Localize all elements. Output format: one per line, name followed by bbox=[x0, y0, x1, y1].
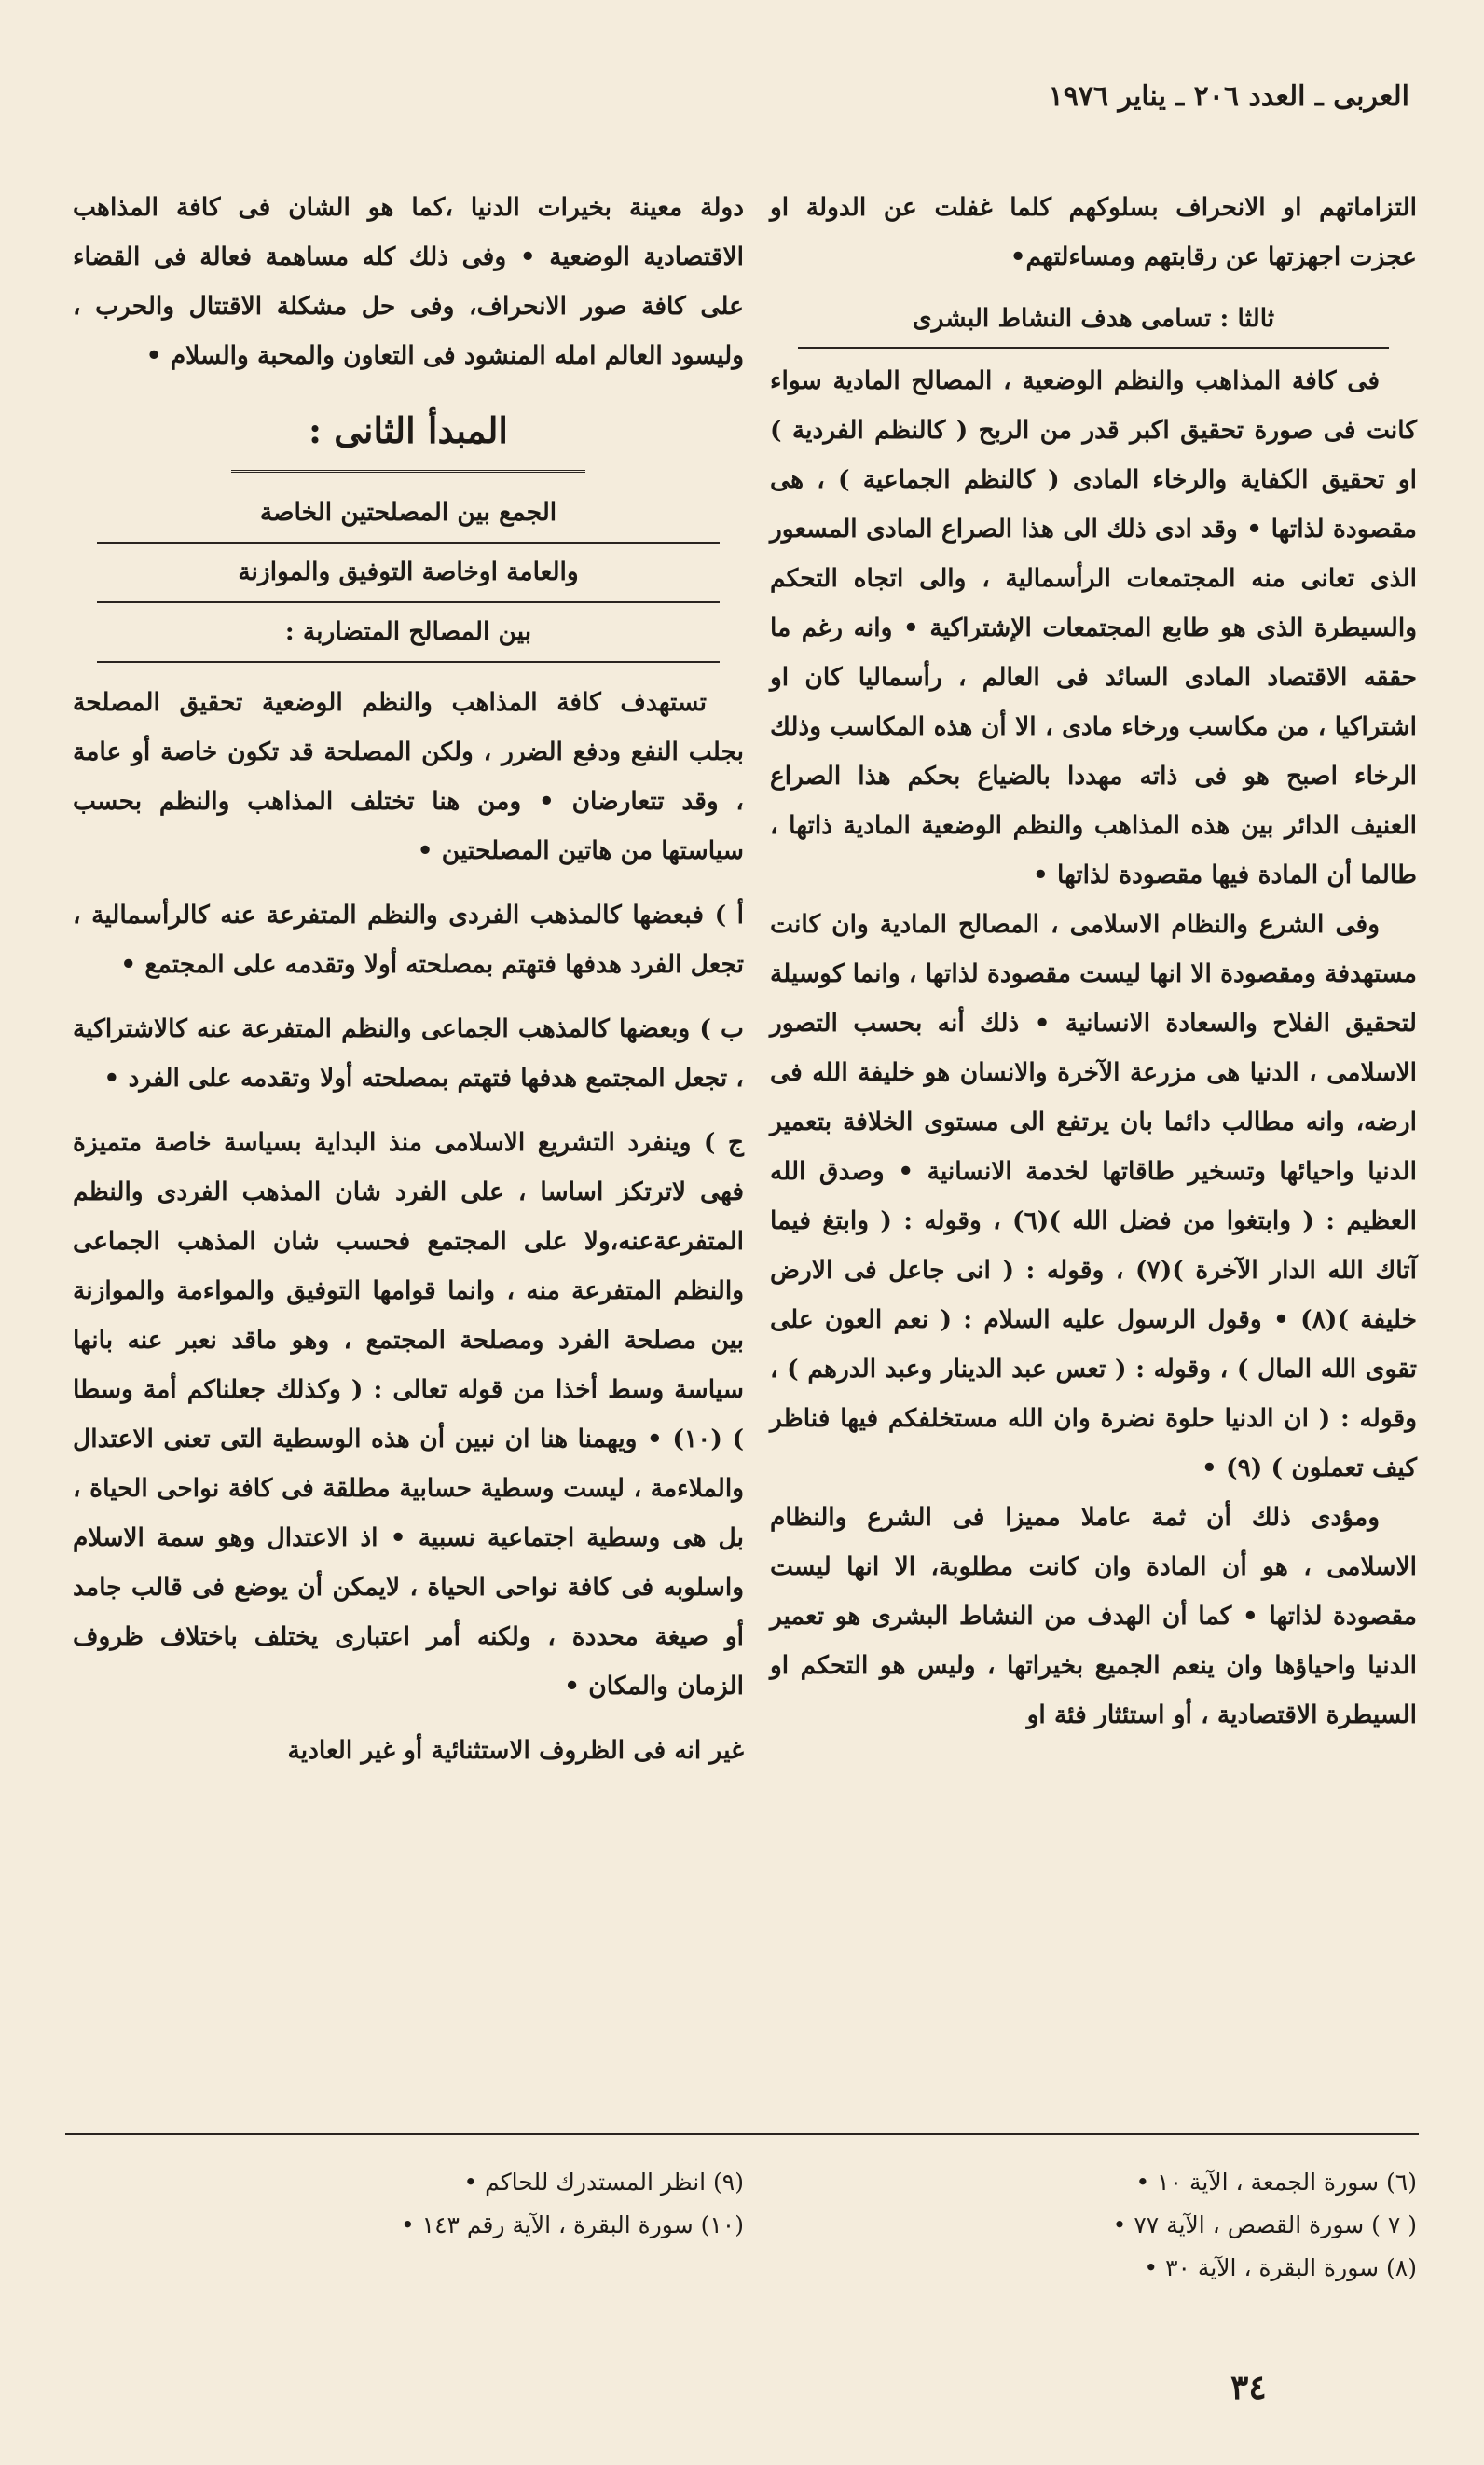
list-item-c: ج ) وينفرد التشريع الاسلامى منذ البداية بسياسة خاصة متميزة فهى لاترتكز اساسا ، على الفرد شان المذهب الفردى والنظم المتفرعةعنه،ولا على المجتمع فحسب شان المذهب الجماعى والنظم المتفرعة منه ، وانما قوامها التوفيق والمواءمة والموازنة بين مصلحة الفرد ومصلحة المجتمع ، وهو ماقد نعبر عنه بانها سياسة وسط أخذا من قوله تعالى : ( وكذلك جعلناكم أمة وسطا ) (١٠) • ويهمنا هنا ان نبين أن هذه الوسطية التى تعنى الاعتدال والملاءمة ، ليست وسطية حسابية مطلقة فى كافة نواحى الحياة ، بل هى وسطية اجتماعية نسبية • اذ الاعتدال وهو سمة الاسلام واسلوبه فى كافة نواحى الحياة ، لايمكن أن يوضع فى قالب جامد أو صيغة محددة ، ولكنه أمر اعتبارى يختلف باختلاف ظروف الزمان والمكان • bbox=[73, 1128, 744, 1701]
subheading-line-2: والعامة اوخاصة التوفيق والموازنة bbox=[97, 544, 720, 603]
subheading-line-1: الجمع بين المصلحتين الخاصة bbox=[97, 484, 720, 544]
running-header: العربى ـ العدد ٢٠٦ ـ يناير ١٩٧٦ bbox=[1048, 80, 1409, 113]
section-heading: ثالثا : تسامى هدف النشاط البشرى bbox=[798, 291, 1389, 349]
left-text-column bbox=[73, 183, 744, 1775]
footnote-divider bbox=[65, 2133, 1419, 2135]
right-text-column bbox=[770, 183, 1417, 1740]
page-number: ٣٤ bbox=[1230, 2368, 1267, 2407]
footnote-8: (٨) سورة البقرة ، الآية ٣٠ • bbox=[1144, 2254, 1417, 2281]
right-paragraph-3: ومؤدى ذلك أن ثمة عاملا مميزا فى الشرع والنظام الاسلامى ، هو أن المادة وان كانت مطلوبة، الا انها ليست مقصودة لذاتها • كما أن الهدف من النشاط البشرى هو تعمير الدنيا واحياؤها وان ينعم الجميع بخيراتها ، وليس هو التحكم او السيطرة الاقتصادية ، أو استئثار فئة او bbox=[770, 1503, 1417, 1729]
right-paragraph-1: فى كافة المذاهب والنظم الوضعية ، المصالح المادية سواء كانت فى صورة تحقيق اكبر قدر من الربح ( كالنظم الفردية ) او تحقيق الكفاية والرخاء المادى ( كالنظم الجماعية ) ، هى مقصودة لذاتها • وقد ادى ذلك الى هذا الصراع المادى المسعور الذى تعانى منه المجتمعات الرأسمالية ، والى اتجاه التحكم والسيطرة الذى هو طابع المجتمعات الإشتراكية • وانه رغم ما حققه الاقتصاد المادى السائد فى العالم ، رأسماليا كان او اشتراكيا ، من مكاسب ورخاء مادى ، الا أن هذه المكاسب وذلك الرخاء اصبح هو فى ذاته مهددا بالضياع بحكم هذا الصراع العنيف الدائر بين هذه المذاهب والنظم الوضعية المادية ذاتها ، طالما أن المادة فيها مقصودة لذاتها • bbox=[770, 366, 1417, 889]
footnote-10: (١٠) سورة البقرة ، الآية رقم ١٤٣ • bbox=[400, 2211, 744, 2238]
left-paragraph-1: تستهدف كافة المذاهب والنظم الوضعية تحقيق المصلحة بجلب النفع ودفع الضرر ، ولكن المصلحة قد تكون خاصة أو عامة ، وقد تتعارضان • ومن هنا تختلف المذاهب والنظم بحسب سياستها من هاتين المصلحتين • bbox=[73, 688, 744, 865]
right-opening-paragraph: التزاماتهم او الانحراف بسلوكهم كلما غفلت عن الدولة او عجزت اجهزتها عن رقابتهم ومساءلتهم• bbox=[770, 193, 1417, 271]
footnotes-right bbox=[774, 2161, 1417, 2290]
left-opening-paragraph: دولة معينة بخيرات الدنيا ،كما هو الشان فى كافة المذاهب الاقتصادية الوضعية • وفى ذلك كله مساهمة فعالة فى القضاء على كافة صور الانحراف، وفى حل مشكلة الاقتتال والحرب ، وليسود العالم امله المنشود فى التعاون والمحبة والسلام • bbox=[73, 193, 744, 370]
left-last-paragraph: غير انه فى الظروف الاستثنائية أو غير العادية bbox=[287, 1736, 744, 1765]
footnote-9: (٩) انظر المستدرك للحاكم • bbox=[463, 2169, 744, 2196]
principle-underline bbox=[231, 470, 585, 473]
subheading-line-3: بين المصالح المتضاربة : bbox=[97, 603, 720, 663]
footnote-7: ( ٧ ) سورة القصص ، الآية ٧٧ • bbox=[1112, 2211, 1417, 2238]
right-paragraph-2: وفى الشرع والنظام الاسلامى ، المصالح المادية وان كانت مستهدفة ومقصودة الا انها ليست مقصودة لذاتها ، وانما كوسيلة لتحقيق الفلاح والسعادة الانسانية • ذلك أنه بحسب التصور الاسلامى ، الدنيا هى مزرعة الآخرة والانسان هو خليفة الله فى ارضه، وانه مطالب دائما بان يرتفع الى مستوى الخلافة بتعمير الدنيا واحيائها وتسخير طاقاتها لخدمة الانسانية • وصدق الله العظيم : ( وابتغوا من فضل الله )(٦) ، وقوله : ( وابتغ فيما آتاك الله الدار الآخرة )(٧) ، وقوله : ( انى جاعل فى الارض خليفة )(٨) • وقول الرسول عليه السلام : ( نعم العون على تقوى الله المال ) ، وقوله : ( تعس عبد الدينار وعبد الدرهم ) ، وقوله : ( ان الدنيا حلوة نضرة وان الله مستخلفكم فيها فناظر كيف تعملون ) (٩) • bbox=[770, 910, 1418, 1482]
list-item-a: أ ) فبعضها كالمذهب الفردى والنظم المتفرعة عنه كالرأسمالية ، تجعل الفرد هدفها فتهتم بمصلحته أولا وتقدمه على المجتمع • bbox=[73, 901, 744, 979]
footnote-6: (٦) سورة الجمعة ، الآية ١٠ • bbox=[1135, 2169, 1417, 2196]
principle-title: المبدأ الثانى : bbox=[309, 409, 508, 451]
list-item-b: ب ) وبعضها كالمذهب الجماعى والنظم المتفرعة عنه كالاشتراكية ، تجعل المجتمع هدفها فتهتم بمصلحته أولا وتقدمه على الفرد • bbox=[73, 1014, 744, 1093]
footnotes-left bbox=[73, 2161, 744, 2247]
